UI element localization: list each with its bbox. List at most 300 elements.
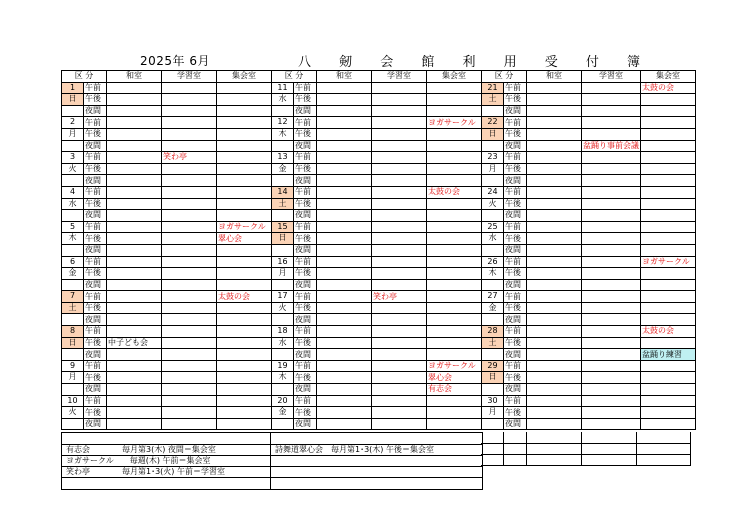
booking-cell[interactable] (162, 337, 217, 349)
booking-cell[interactable] (372, 418, 427, 430)
table-row (62, 395, 272, 407)
booking-cell[interactable] (427, 349, 482, 361)
booking-cell[interactable] (527, 152, 582, 164)
booking-cell[interactable] (317, 163, 372, 175)
booking-cell[interactable] (527, 221, 582, 233)
booking-cell[interactable] (527, 279, 582, 291)
booking-cell[interactable] (317, 244, 372, 256)
booking-cell[interactable] (372, 349, 427, 361)
booking-cell[interactable] (527, 256, 582, 268)
booking-cell[interactable] (107, 384, 162, 396)
table-row (482, 384, 696, 396)
booking-cell[interactable] (527, 244, 582, 256)
booking-cell[interactable] (217, 360, 272, 372)
booking-cell[interactable] (217, 418, 272, 430)
booking-cell[interactable] (372, 395, 427, 407)
booking-cell[interactable] (641, 395, 696, 407)
booking-cell[interactable] (641, 268, 696, 280)
booking-cell[interactable] (317, 210, 372, 222)
booking-cell[interactable] (162, 94, 217, 106)
booking-cell[interactable] (527, 349, 582, 361)
booking-cell[interactable] (217, 140, 272, 152)
booking-cell[interactable] (641, 244, 696, 256)
table-row (482, 140, 696, 152)
booking-cell[interactable] (162, 233, 217, 245)
booking-cell[interactable] (217, 244, 272, 256)
booking-cell[interactable] (372, 82, 427, 94)
booking-cell[interactable] (641, 140, 696, 152)
period-label: 午後 (504, 233, 527, 245)
period-label: 夜間 (294, 384, 317, 396)
booking-cell[interactable] (427, 221, 482, 233)
booking-cell[interactable]: 太鼓の会 (427, 186, 482, 198)
table-row (482, 244, 696, 256)
booking-cell[interactable] (641, 105, 696, 117)
booking-cell[interactable] (217, 175, 272, 187)
booking-cell[interactable] (217, 186, 272, 198)
booking-cell[interactable] (527, 117, 582, 129)
booking-cell[interactable] (427, 326, 482, 338)
booking-cell[interactable]: ヨガサークル (641, 256, 696, 268)
booking-cell[interactable] (317, 256, 372, 268)
booking-cell[interactable] (641, 233, 696, 245)
booking-cell[interactable] (372, 117, 427, 129)
booking-cell[interactable] (582, 279, 641, 291)
booking-cell[interactable] (372, 244, 427, 256)
booking-cell[interactable] (527, 314, 582, 326)
header-washitsu: 和室 (107, 71, 162, 83)
booking-cell[interactable] (527, 395, 582, 407)
booking-cell[interactable] (217, 256, 272, 268)
booking-cell[interactable] (107, 128, 162, 140)
booking-cell[interactable] (317, 314, 372, 326)
booking-cell[interactable] (372, 163, 427, 175)
booking-cell[interactable] (527, 407, 582, 419)
period-label: 午前 (84, 186, 107, 198)
booking-cell[interactable] (107, 395, 162, 407)
booking-cell[interactable] (427, 198, 482, 210)
booking-cell[interactable] (372, 326, 427, 338)
booking-cell[interactable] (217, 128, 272, 140)
booking-cell[interactable] (427, 244, 482, 256)
booking-cell[interactable] (641, 360, 696, 372)
booking-cell[interactable] (317, 407, 372, 419)
booking-cell[interactable] (427, 291, 482, 303)
booking-cell[interactable] (372, 268, 427, 280)
booking-cell[interactable] (582, 117, 641, 129)
booking-cell[interactable] (317, 152, 372, 164)
booking-cell[interactable]: 太鼓の会 (641, 326, 696, 338)
day-spacer (62, 314, 84, 326)
booking-cell[interactable] (217, 210, 272, 222)
booking-cell[interactable] (427, 105, 482, 117)
booking-cell[interactable] (372, 360, 427, 372)
booking-cell[interactable] (217, 268, 272, 280)
period-label: 午後 (294, 198, 317, 210)
booking-cell[interactable] (217, 117, 272, 129)
booking-cell[interactable] (317, 175, 372, 187)
booking-cell[interactable] (372, 314, 427, 326)
booking-cell[interactable] (641, 198, 696, 210)
booking-cell[interactable] (372, 128, 427, 140)
booking-cell[interactable] (372, 152, 427, 164)
booking-cell[interactable] (427, 407, 482, 419)
booking-cell[interactable] (162, 326, 217, 338)
booking-cell[interactable] (641, 94, 696, 106)
booking-cell[interactable] (641, 221, 696, 233)
booking-cell[interactable] (317, 291, 372, 303)
booking-cell[interactable] (107, 186, 162, 198)
booking-cell[interactable] (317, 384, 372, 396)
booking-cell[interactable] (427, 140, 482, 152)
booking-cell[interactable] (107, 175, 162, 187)
booking-cell[interactable] (427, 395, 482, 407)
booking-cell[interactable] (427, 152, 482, 164)
booking-cell[interactable] (107, 360, 162, 372)
booking-cell[interactable] (582, 152, 641, 164)
booking-cell[interactable] (527, 105, 582, 117)
booking-cell[interactable] (641, 152, 696, 164)
day-of-week: 木 (62, 233, 84, 245)
booking-cell[interactable] (162, 314, 217, 326)
booking-cell[interactable] (107, 244, 162, 256)
booking-cell[interactable] (582, 407, 641, 419)
booking-cell[interactable] (582, 337, 641, 349)
booking-cell[interactable] (427, 302, 482, 314)
booking-cell[interactable] (372, 302, 427, 314)
booking-cell[interactable] (527, 268, 582, 280)
booking-cell[interactable]: ヨガサークル (217, 221, 272, 233)
booking-cell[interactable] (162, 82, 217, 94)
booking-cell[interactable] (582, 256, 641, 268)
booking-cell[interactable] (527, 291, 582, 303)
booking-cell[interactable] (317, 128, 372, 140)
booking-cell[interactable] (372, 256, 427, 268)
booking-cell[interactable] (317, 233, 372, 245)
booking-cell[interactable] (162, 244, 217, 256)
booking-cell[interactable] (317, 198, 372, 210)
period-label: 午後 (294, 94, 317, 106)
booking-cell[interactable] (317, 418, 372, 430)
table-row (272, 244, 482, 256)
booking-cell[interactable] (372, 221, 427, 233)
booking-cell[interactable] (527, 384, 582, 396)
day-number: 25 (482, 221, 504, 233)
booking-cell[interactable] (527, 233, 582, 245)
booking-cell[interactable] (427, 128, 482, 140)
day-spacer (482, 105, 504, 117)
booking-cell[interactable] (527, 163, 582, 175)
booking-cell[interactable] (162, 407, 217, 419)
booking-cell[interactable] (427, 337, 482, 349)
booking-cell[interactable] (372, 384, 427, 396)
booking-cell[interactable] (582, 221, 641, 233)
booking-cell[interactable] (162, 302, 217, 314)
booking-cell[interactable] (582, 128, 641, 140)
table-row (62, 186, 272, 198)
booking-cell[interactable]: 盆踊り事前会議 (583, 140, 639, 150)
booking-cell[interactable] (527, 128, 582, 140)
booking-cell[interactable]: 盆踊り練習 (641, 349, 696, 361)
booking-cell[interactable] (372, 140, 427, 152)
booking-cell[interactable] (162, 128, 217, 140)
booking-cell[interactable] (162, 210, 217, 222)
booking-cell[interactable] (217, 302, 272, 314)
period-label: 午後 (84, 94, 107, 106)
booking-cell[interactable] (641, 117, 696, 129)
day-spacer (272, 210, 294, 222)
booking-cell[interactable] (317, 372, 372, 384)
booking-cell[interactable]: 太鼓の会 (641, 82, 696, 94)
booking-cell[interactable] (582, 244, 641, 256)
booking-cell[interactable] (217, 105, 272, 117)
booking-cell[interactable] (582, 94, 641, 106)
booking-cell[interactable] (582, 349, 641, 361)
booking-cell[interactable]: ヨガサークル (427, 360, 482, 372)
booking-cell[interactable] (162, 221, 217, 233)
booking-cell[interactable] (162, 418, 217, 430)
booking-cell[interactable] (427, 210, 482, 222)
booking-cell[interactable] (641, 291, 696, 303)
booking-cell[interactable] (217, 384, 272, 396)
booking-cell[interactable] (107, 372, 162, 384)
booking-cell[interactable] (162, 360, 217, 372)
booking-cell[interactable] (317, 140, 372, 152)
table-row (62, 349, 272, 361)
booking-cell[interactable] (317, 279, 372, 291)
booking-cell[interactable] (527, 210, 582, 222)
booking-cell[interactable]: 太鼓の会 (217, 291, 272, 303)
booking-cell[interactable] (162, 372, 217, 384)
booking-cell[interactable]: ヨガサークル (427, 117, 482, 129)
booking-cell[interactable] (162, 256, 217, 268)
booking-cell[interactable] (372, 105, 427, 117)
booking-cell[interactable] (582, 186, 641, 198)
booking-cell[interactable] (217, 279, 272, 291)
booking-cell[interactable] (317, 360, 372, 372)
booking-cell[interactable] (317, 221, 372, 233)
booking-cell[interactable] (427, 175, 482, 187)
table-row (62, 337, 272, 349)
booking-cell[interactable] (527, 198, 582, 210)
booking-cell[interactable] (162, 117, 217, 129)
booking-cell[interactable] (372, 233, 427, 245)
booking-cell[interactable] (527, 326, 582, 338)
booking-cell[interactable] (427, 314, 482, 326)
booking-cell[interactable] (372, 186, 427, 198)
booking-cell[interactable] (162, 198, 217, 210)
period-label: 夜間 (294, 349, 317, 361)
booking-cell[interactable]: 笑わ亭 (372, 291, 427, 303)
booking-cell[interactable] (107, 117, 162, 129)
booking-cell[interactable] (641, 302, 696, 314)
booking-cell[interactable] (582, 384, 641, 396)
booking-cell[interactable] (217, 407, 272, 419)
booking-cell[interactable] (427, 82, 482, 94)
booking-cell[interactable] (217, 152, 272, 164)
booking-cell[interactable] (641, 163, 696, 175)
booking-cell[interactable] (107, 314, 162, 326)
booking-cell[interactable] (107, 279, 162, 291)
booking-cell[interactable] (427, 418, 482, 430)
booking-cell[interactable] (162, 163, 217, 175)
period-label: 午後 (504, 198, 527, 210)
booking-cell[interactable] (317, 82, 372, 94)
booking-cell[interactable] (217, 82, 272, 94)
booking-cell[interactable] (372, 210, 427, 222)
booking-cell[interactable] (582, 291, 641, 303)
period-label: 夜間 (504, 244, 527, 256)
booking-cell[interactable] (107, 407, 162, 419)
booking-cell[interactable] (107, 256, 162, 268)
booking-cell[interactable] (317, 326, 372, 338)
booking-cell[interactable] (107, 326, 162, 338)
booking-cell[interactable] (527, 360, 582, 372)
booking-cell[interactable] (217, 326, 272, 338)
booking-cell[interactable] (641, 314, 696, 326)
booking-cell[interactable] (162, 186, 217, 198)
booking-cell[interactable] (217, 349, 272, 361)
booking-cell[interactable] (582, 326, 641, 338)
booking-cell[interactable] (162, 349, 217, 361)
booking-cell[interactable] (427, 94, 482, 106)
booking-cell[interactable] (582, 268, 641, 280)
booking-cell[interactable]: 有志会 (427, 384, 482, 396)
booking-cell[interactable] (162, 268, 217, 280)
booking-cell[interactable] (427, 279, 482, 291)
booking-cell[interactable] (107, 82, 162, 94)
booking-cell[interactable] (527, 175, 582, 187)
booking-cell[interactable] (317, 268, 372, 280)
booking-cell[interactable] (317, 105, 372, 117)
booking-cell[interactable] (582, 198, 641, 210)
booking-cell[interactable] (372, 175, 427, 187)
booking-cell[interactable] (317, 117, 372, 129)
booking-cell[interactable]: 中子ども会 (107, 337, 162, 349)
booking-cell[interactable] (217, 314, 272, 326)
booking-cell[interactable] (162, 395, 217, 407)
booking-cell[interactable] (217, 372, 272, 384)
booking-cell[interactable] (107, 291, 162, 303)
booking-cell[interactable] (107, 94, 162, 106)
booking-cell[interactable] (582, 163, 641, 175)
period-label: 夜間 (84, 418, 107, 430)
booking-cell[interactable] (641, 175, 696, 187)
booking-cell[interactable] (107, 140, 162, 152)
booking-cell[interactable] (372, 279, 427, 291)
booking-cell[interactable] (527, 372, 582, 384)
booking-cell[interactable] (427, 163, 482, 175)
booking-cell[interactable] (582, 233, 641, 245)
booking-cell[interactable] (217, 163, 272, 175)
booking-cell[interactable] (107, 302, 162, 314)
booking-cell[interactable] (641, 279, 696, 291)
booking-cell[interactable] (641, 384, 696, 396)
booking-cell[interactable] (372, 94, 427, 106)
booking-cell[interactable] (107, 105, 162, 117)
booking-cell[interactable] (317, 94, 372, 106)
period-label: 午後 (294, 372, 317, 384)
booking-cell[interactable] (162, 291, 217, 303)
booking-cell[interactable] (107, 210, 162, 222)
booking-cell[interactable] (527, 140, 582, 152)
booking-cell[interactable] (582, 314, 641, 326)
booking-cell[interactable] (582, 82, 641, 94)
booking-cell[interactable] (162, 140, 217, 152)
booking-cell[interactable] (641, 128, 696, 140)
booking-cell[interactable] (427, 233, 482, 245)
booking-cell[interactable] (641, 186, 696, 198)
booking-cell[interactable]: 笑わ亭 (162, 152, 217, 164)
booking-cell[interactable] (317, 302, 372, 314)
booking-cell[interactable] (582, 210, 641, 222)
booking-cell[interactable] (107, 418, 162, 430)
booking-cell[interactable] (217, 94, 272, 106)
booking-cell[interactable] (641, 418, 696, 430)
booking-cell[interactable] (317, 186, 372, 198)
booking-cell[interactable] (372, 337, 427, 349)
booking-cell[interactable] (107, 198, 162, 210)
booking-cell[interactable] (427, 256, 482, 268)
booking-cell[interactable]: 翠心会 (427, 372, 482, 384)
booking-cell[interactable] (162, 384, 217, 396)
booking-cell[interactable] (217, 337, 272, 349)
booking-cell[interactable] (527, 186, 582, 198)
booking-cell[interactable]: 翠心会 (217, 233, 272, 245)
booking-cell[interactable] (372, 372, 427, 384)
booking-cell[interactable] (162, 105, 217, 117)
booking-cell[interactable] (582, 175, 641, 187)
period-label: 午後 (504, 128, 527, 140)
booking-cell[interactable] (107, 349, 162, 361)
booking-cell[interactable] (107, 221, 162, 233)
booking-cell[interactable] (582, 372, 641, 384)
booking-cell[interactable] (427, 268, 482, 280)
booking-cell[interactable] (372, 407, 427, 419)
period-label: 午前 (504, 117, 527, 129)
booking-cell[interactable] (582, 105, 641, 117)
booking-cell[interactable] (317, 337, 372, 349)
booking-cell[interactable] (527, 302, 582, 314)
booking-cell[interactable] (162, 279, 217, 291)
period-label: 午後 (294, 163, 317, 175)
booking-cell[interactable] (107, 233, 162, 245)
booking-cell[interactable] (372, 198, 427, 210)
booking-cell[interactable] (107, 152, 162, 164)
booking-cell[interactable] (107, 268, 162, 280)
booking-cell[interactable] (217, 395, 272, 407)
booking-cell[interactable] (641, 407, 696, 419)
booking-cell[interactable] (527, 82, 582, 94)
booking-cell[interactable] (162, 175, 217, 187)
booking-cell[interactable] (527, 337, 582, 349)
booking-cell[interactable] (582, 302, 641, 314)
booking-cell[interactable] (317, 395, 372, 407)
booking-cell[interactable] (527, 418, 582, 430)
booking-cell[interactable] (582, 395, 641, 407)
booking-cell[interactable] (317, 349, 372, 361)
booking-cell[interactable] (582, 418, 641, 430)
booking-cell[interactable] (641, 337, 696, 349)
booking-cell[interactable] (641, 372, 696, 384)
booking-cell[interactable] (582, 360, 641, 372)
booking-cell[interactable] (641, 210, 696, 222)
booking-cell[interactable] (217, 198, 272, 210)
booking-cell[interactable] (527, 94, 582, 106)
period-label: 午前 (504, 82, 527, 94)
booking-cell[interactable] (107, 163, 162, 175)
header-kubun: 区 分 (62, 71, 107, 83)
